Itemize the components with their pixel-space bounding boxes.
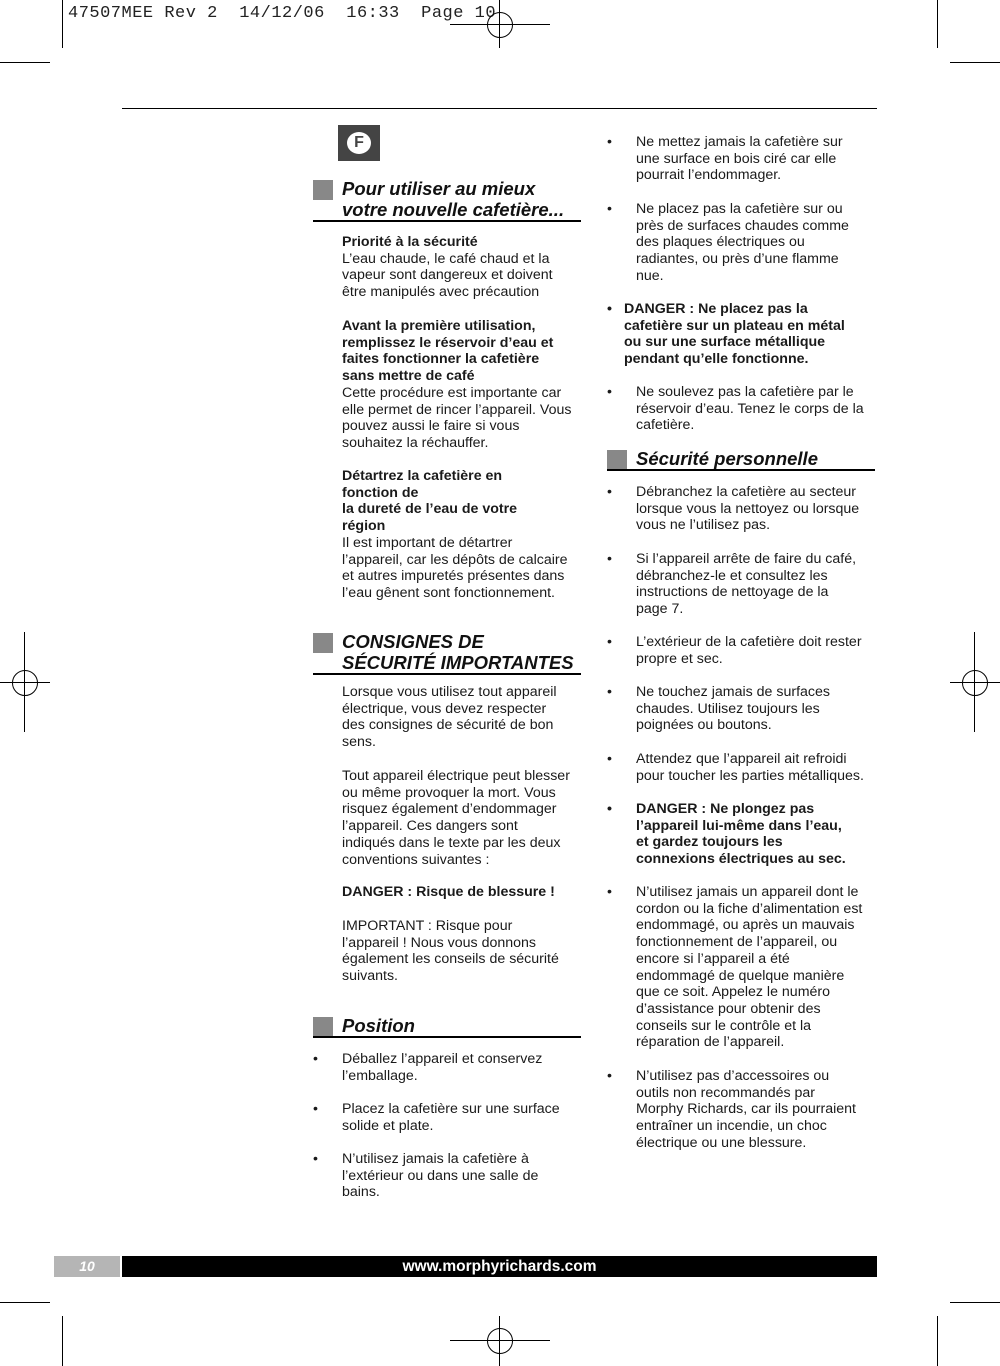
safety-priority-block: Priorité à la sécurité L’eau chaude, le café chaud et la vapeur sont dangereux et doivent être manipulés avec précaution <box>342 234 553 301</box>
danger-convention: DANGER : Risque de blessure ! <box>342 884 555 900</box>
important-convention: IMPORTANT : Risque pour l’appareil ! Nous vous donnons également les conseils de sécurité suivants. <box>342 918 559 985</box>
heading-marker <box>313 180 333 200</box>
bullet: • <box>607 201 612 217</box>
bullet: • <box>313 1151 318 1167</box>
bullet: • <box>607 1068 612 1084</box>
page-number: 10 <box>54 1256 120 1277</box>
heading-marker <box>313 633 333 653</box>
bullet: • <box>313 1051 318 1067</box>
bullet: • <box>607 551 612 567</box>
safety-intro: Lorsque vous utilisez tout appareil électrique, vous devez respecter des consignes de sécurité de bon sens. <box>342 684 557 751</box>
heading-line: Position <box>342 1015 415 1036</box>
heading-line: CONSIGNES DE <box>342 631 484 652</box>
bullet: • <box>607 484 612 500</box>
heading-line: Pour utiliser au mieux <box>342 178 536 199</box>
heading-line: SÉCURITÉ IMPORTANTES <box>342 652 574 673</box>
header-rule <box>122 108 877 109</box>
bullet: • <box>607 684 612 700</box>
bullet: • <box>607 384 612 400</box>
heading-marker <box>313 1017 333 1037</box>
bullet: • <box>607 634 612 650</box>
language-letter: F <box>347 132 371 154</box>
bullet: • <box>607 301 612 317</box>
bullet: • <box>607 134 612 150</box>
heading-line: Sécurité personnelle <box>636 448 818 469</box>
bullet: • <box>607 751 612 767</box>
heading-underline <box>313 673 581 675</box>
heading-underline <box>607 469 875 471</box>
website-link[interactable]: www.morphyrichards.com <box>122 1256 877 1277</box>
heading-marker <box>607 450 627 470</box>
printer-slug: 47507MEE Rev 2 14/12/06 16:33 Page 10 <box>68 4 497 23</box>
bullet: • <box>313 1101 318 1117</box>
first-use-block: Avant la première utilisation, remplissez le réservoir d’eau et faites fonctionner la cafetière sans mettre de café Cette procédure est importante car elle permet de rincer l’appareil. Vous pouvez aussi le faire si vous souhaitez la réchauffer. <box>342 318 572 451</box>
language-badge <box>338 125 380 161</box>
heading-line: votre nouvelle cafetière... <box>342 199 565 220</box>
heading-underline <box>313 1036 581 1038</box>
descaling-block: Détartrez la cafetière en fonction de la dureté de l’eau de votre région Il est important de détartrer l’appareil, car les dépôts de calcaire et autres impuretés présentes dans l’eau gênent sont fonctionnement. <box>342 468 568 601</box>
bullet: • <box>607 801 612 817</box>
safety-warning-paragraph: Tout appareil électrique peut blesser ou même provoquer la mort. Vous risquez également d’endommager l’appareil. Ces dangers sont indiqués dans le texte par les deux conventions suivantes : <box>342 768 570 868</box>
bullet: • <box>607 884 612 900</box>
heading-underline <box>313 220 581 222</box>
